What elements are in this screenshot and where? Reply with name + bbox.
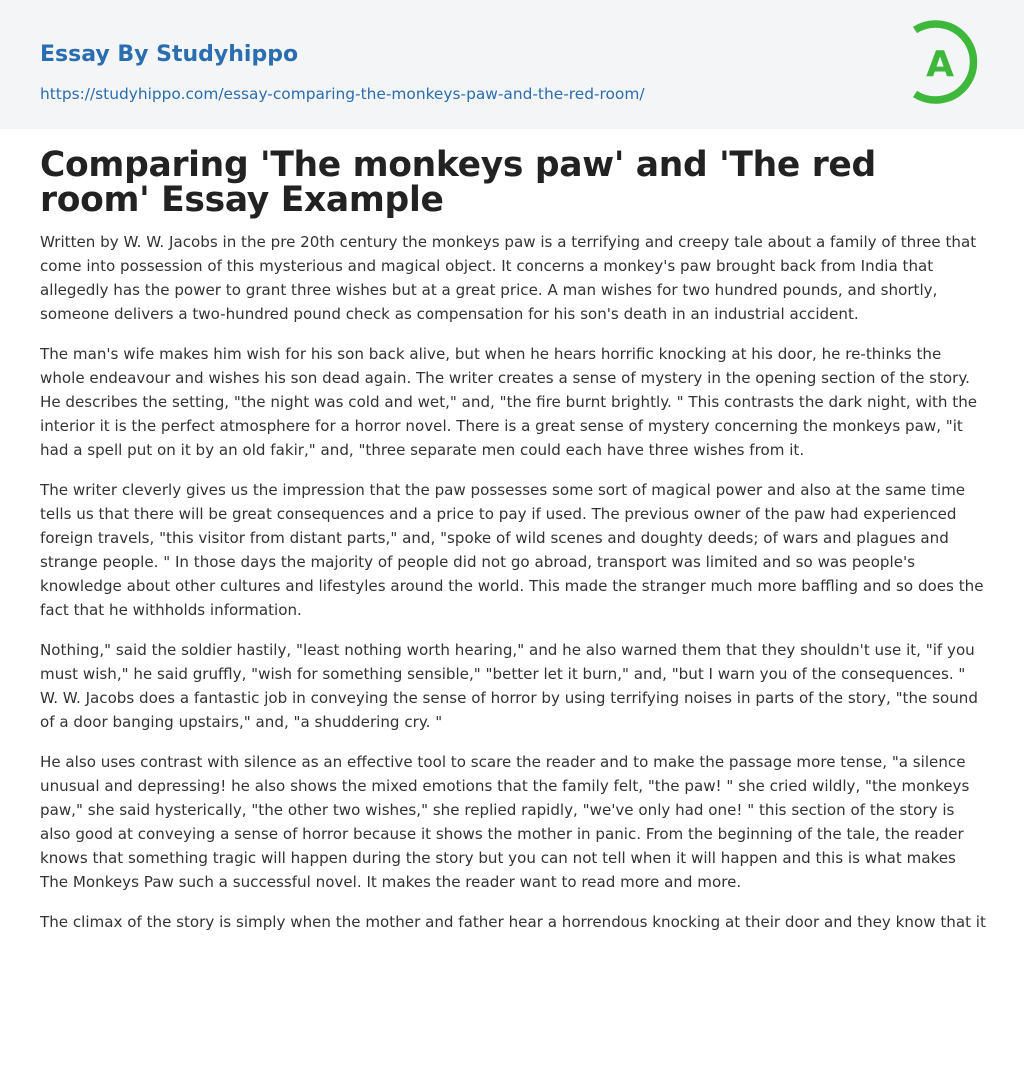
page-header bbox=[0, 0, 1024, 129]
article-paragraph: The man's wife makes him wish for his son back alive, but when he hears horrific knocking at his door, he re-thinks the whole endeavour and wishes his son dead again. The writer creates a sense of mystery in the opening section of the story. He describes the setting, "the night was cold and wet," and, "the fire burnt brightly. " This contrasts the dark night, with the interior it is the perfect atmosphere for a horror novel. There is a great sense of mystery concerning the monkeys paw, "it had a spell put on it by an old fakir," and, "three separate men could each have three wishes from it. bbox=[40, 345, 978, 459]
article-paragraph: The climax of the story is simply when the mother and father hear a horrendous knocking at their door and they know that it bbox=[40, 913, 986, 931]
source-url-link[interactable]: https://studyhippo.com/essay-comparing-the-monkeys-paw-and-the-red-room/ bbox=[40, 85, 645, 103]
article-paragraph: The writer cleverly gives us the impression that the paw possesses some sort of magical power and also at the same time tells us that there will be great consequences and a price to pay if used. The previous owner of the paw had experienced foreign travels, "this visitor from distant parts," and, "spoke of wild scenes and doughty deeds; of wars and plagues and strange people. " In those days the majority of people did not go abroad, transport was limited and so was people's knowledge about other cultures and lifestyles around the world. This made the stranger much more baffling and so does the fact that he withholds information. bbox=[40, 481, 984, 619]
logo-icon bbox=[908, 18, 988, 106]
article-paragraph: Nothing," said the soldier hastily, "least nothing worth hearing," and he also warned them that they shouldn't use it, "if you must wish," he said gruffly, "wish for something sensible," "better let it burn," and, "but I warn you of the consequences. " W. W. Jacobs does a fantastic job in conveying the sense of horror by using terrifying noises in parts of the story, "the sound of a door banging upstairs," and, "a shuddering cry. " bbox=[40, 641, 978, 731]
site-name[interactable]: Essay By Studyhippo bbox=[40, 42, 299, 67]
article-title: Comparing 'The monkeys paw' and 'The red room' Essay Example bbox=[40, 145, 876, 220]
article-paragraph: Written by W. W. Jacobs in the pre 20th century the monkeys paw is a terrifying and creepy tale about a family of three that come into possession of this mysterious and magical object. It concerns a monkey's paw brought back from India that allegedly has the power to grant three wishes but at a great price. A man wishes for two hundred pounds, and shortly, someone delivers a two-hundred pound check as compensation for his son's death in an industrial accident. bbox=[40, 233, 977, 323]
article-paragraph: He also uses contrast with silence as an effective tool to scare the reader and to make the passage more tense, "a silence unusual and depressing! he also shows the mixed emotions that the family felt, "the paw! " she cried wildly, "the monkeys paw," she said hysterically, "the other two wishes," she replied rapidly, "we've only had one! " this section of the story is also good at conveying a sense of horror because it shows the mother in panic. From the beginning of the tale, the reader knows that something tragic will happen during the story but you can not tell when it will happen and this is what makes The Monkeys Paw such a successful novel. It makes the reader want to read more and more. bbox=[40, 753, 970, 891]
article-content bbox=[40, 145, 988, 950]
logo-letter: A bbox=[926, 44, 954, 85]
studyhippo-logo[interactable] bbox=[908, 18, 988, 106]
